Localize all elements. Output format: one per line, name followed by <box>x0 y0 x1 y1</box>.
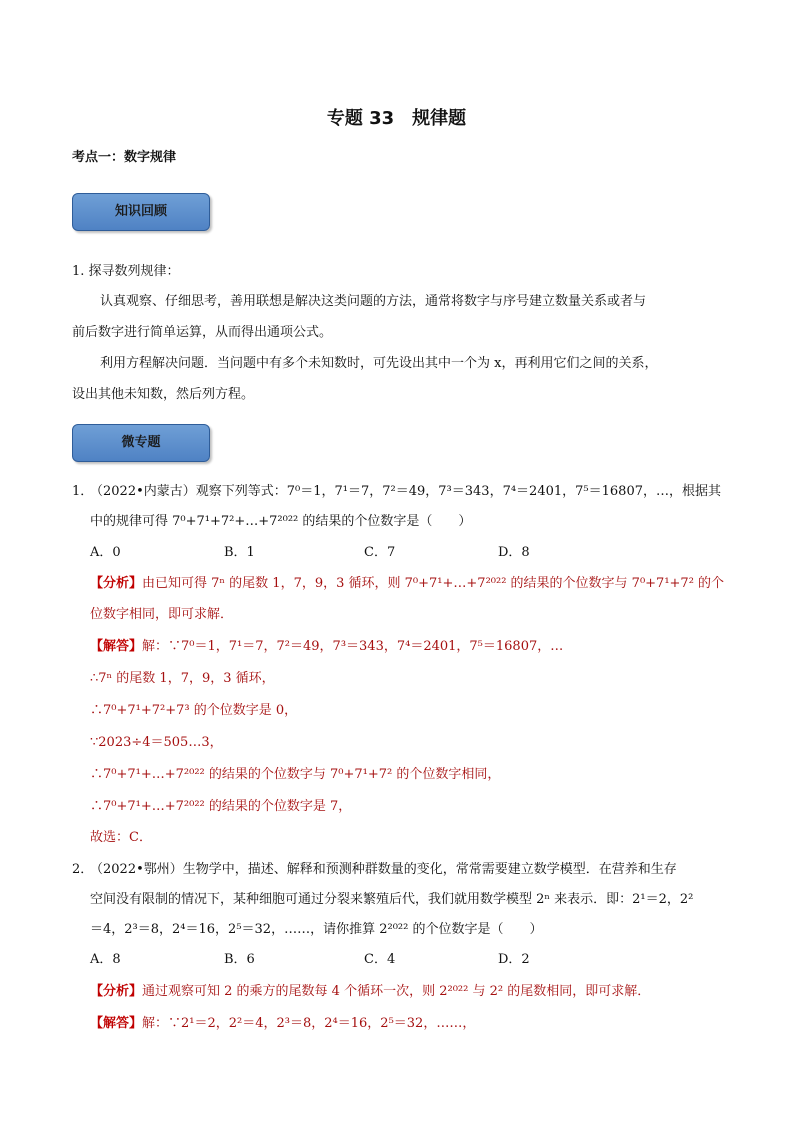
analysis-text: 通过观察可知 2 的乘方的尾数每 4 个循环一次，则 2²⁰²² 与 2² 的尾数相同，即可求解． <box>142 984 651 999</box>
question-1-stem-b: 中的规律可得 7⁰+7¹+7²+…+7²⁰²² 的结果的个位数字是（ ） <box>90 514 472 529</box>
question-2-option-a: A．8 <box>90 952 121 967</box>
review-item-title: 1. 探寻数列规律： <box>72 264 180 279</box>
question-1-answer-line-6: ∴7⁰+7¹+…+7²⁰²² 的结果的个位数字是 7， <box>90 799 352 814</box>
question-2-option-d: D．2 <box>498 952 530 967</box>
question-1-option-b: B．1 <box>224 545 255 560</box>
review-paragraph-2a: 利用方程解决问题．当问题中有多个未知数时，可先设出其中一个为 x，再利用它们之间的关系， <box>100 356 658 371</box>
answer-label: 【解答】 <box>90 1016 143 1031</box>
question-1-answer-line-3: ∴7⁰+7¹+7²+7³ 的个位数字是 0， <box>90 703 298 718</box>
question-2-stem-c: ＝4，2³＝8，2⁴＝16，2⁵＝32，……，请你推算 2²⁰²² 的个位数字是（ ） <box>90 922 543 937</box>
question-1-analysis-a <box>90 572 724 591</box>
question-1-stem-a: （2022•内蒙古）观察下列等式：7⁰＝1，7¹＝7，7²＝49，7³＝343，7⁴＝2401，7⁵＝16807，…，根据其 <box>90 484 721 499</box>
question-1-option-d: D．8 <box>498 545 530 560</box>
answer-text: 解：∵2¹＝2，2²＝4，2³＝8，2⁴＝16，2⁵＝32，……， <box>142 1016 476 1031</box>
question-1-option-a: A．0 <box>90 545 121 560</box>
question-1-answer-line-5: ∴7⁰+7¹+…+7²⁰²² 的结果的个位数字与 7⁰+7¹+7² 的个位数字相同， <box>90 767 501 782</box>
answer-label: 【解答】 <box>90 639 143 654</box>
knowledge-review-badge: 知识回顾 <box>72 193 210 231</box>
question-1-analysis-b: 位数字相同，即可求解． <box>90 607 234 622</box>
question-1-option-c: C．7 <box>364 545 396 560</box>
question-1-answer-line-7: 故选：C． <box>90 830 152 845</box>
section-heading: 考点一：数字规律 <box>72 150 177 165</box>
review-paragraph-1b: 前后数字进行简单运算，从而得出通项公式。 <box>72 325 333 340</box>
question-1-answer-line-1 <box>90 635 563 654</box>
analysis-label: 【分析】 <box>90 576 143 591</box>
analysis-text: 由已知可得 7ⁿ 的尾数 1，7，9，3 循环，则 7⁰+7¹+…+7²⁰²² 的结果的个位数字与 7⁰+7¹+7² 的个 <box>142 576 725 591</box>
question-2-analysis <box>90 980 650 999</box>
review-paragraph-1a: 认真观察、仔细思考，善用联想是解决这类问题的方法，通常将数字与序号建立数量关系或者与 <box>100 294 647 309</box>
answer-text: 解：∵7⁰＝1，7¹＝7，7²＝49，7³＝343，7⁴＝2401，7⁵＝16807，… <box>142 639 564 654</box>
page-title: 专题 33 规律题 <box>326 108 467 129</box>
question-2-number: 2． <box>72 862 94 877</box>
analysis-label: 【分析】 <box>90 984 143 999</box>
question-1-answer-line-4: ∵2023÷4＝505…3， <box>90 735 223 750</box>
question-1-answer-line-2: ∴7ⁿ 的尾数 1，7，9，3 循环， <box>90 671 275 686</box>
question-2-stem-a: （2022•鄂州）生物学中，描述、解释和预测种群数量的变化，常常需要建立数学模型．在营养和生存 <box>90 862 677 877</box>
micro-topic-badge: 微专题 <box>72 424 210 462</box>
question-2-stem-b: 空间没有限制的情况下，某种细胞可通过分裂来繁殖后代，我们就用数学模型 2ⁿ 来表示．即：2¹＝2，2² <box>90 892 694 907</box>
question-2-option-c: C．4 <box>364 952 396 967</box>
question-2-option-b: B．6 <box>224 952 255 967</box>
question-1-number: 1． <box>72 484 94 499</box>
review-paragraph-2b: 设出其他未知数，然后列方程。 <box>72 387 255 402</box>
question-2-answer <box>90 1012 475 1031</box>
